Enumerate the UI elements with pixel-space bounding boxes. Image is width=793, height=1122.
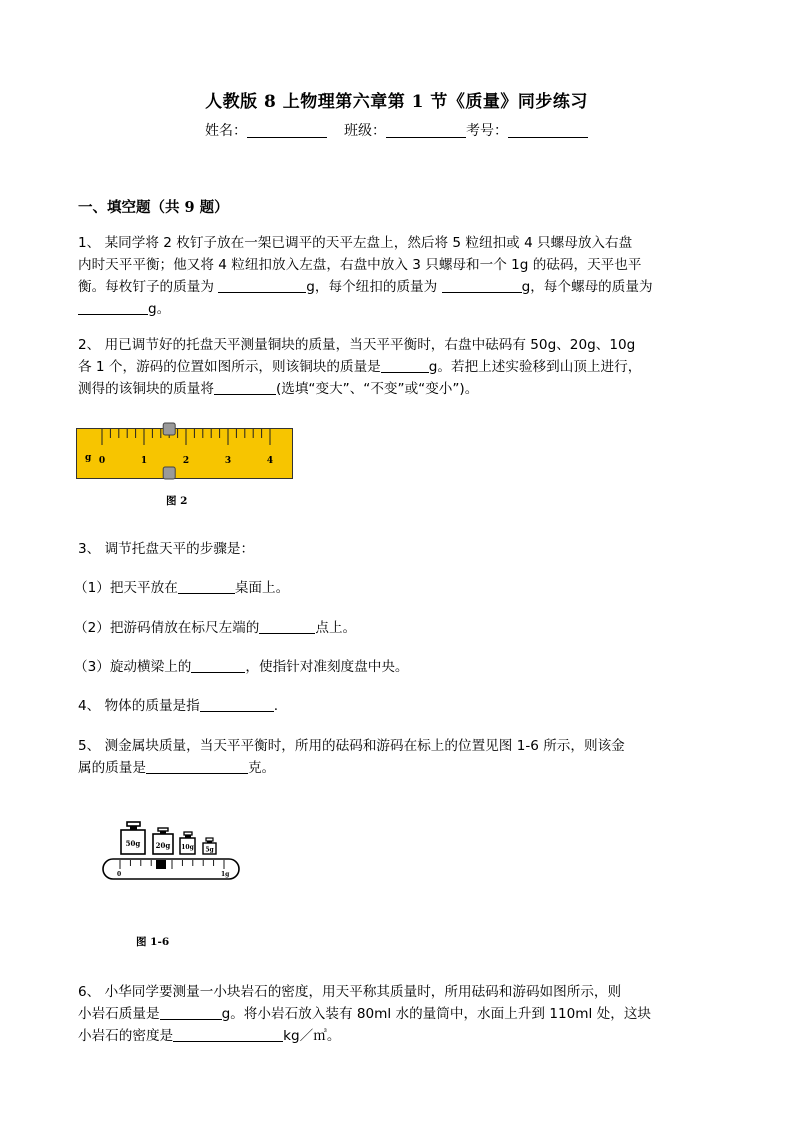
q6-text-a: 小岩石质量是 bbox=[78, 1006, 160, 1022]
q2-text-d: (选填“变大”、“不变”或“变小”)。 bbox=[275, 381, 479, 397]
weight-20g bbox=[153, 828, 173, 854]
q3-blank-zero-point[interactable] bbox=[259, 620, 315, 634]
q6-line-3 bbox=[78, 1025, 718, 1047]
exam-number-field[interactable] bbox=[508, 123, 588, 138]
ruler-figure bbox=[76, 422, 294, 484]
ruler-body bbox=[77, 429, 293, 479]
name-label: 姓名： bbox=[205, 123, 248, 139]
q1-text-d: g。 bbox=[148, 301, 171, 317]
q3-stem: 3、 调节托盘天平的步骤是： bbox=[78, 541, 255, 557]
weight-50g-label: 50g bbox=[125, 839, 141, 848]
question-2 bbox=[78, 334, 718, 400]
question-6 bbox=[78, 981, 718, 1047]
q2-blank-change[interactable] bbox=[214, 381, 276, 395]
weight-20g-label: 20g bbox=[155, 841, 171, 850]
ruler-tick-label: 2 bbox=[182, 456, 190, 466]
q2-line-2 bbox=[78, 356, 718, 378]
q6-text-b: g。将小岩石放入装有 80ml 水的量筒中，水面上升到 110ml 处，这块 bbox=[221, 1006, 652, 1022]
class-label: 班级： bbox=[343, 123, 386, 139]
q2-text-b: g。若把上述实验移到山顶上进行， bbox=[428, 359, 642, 375]
q1-line-3 bbox=[78, 276, 718, 298]
q3-s1-text-b: 桌面上。 bbox=[234, 580, 290, 596]
exam-label: 考号： bbox=[465, 123, 508, 139]
q3-s3-text-a: （3）旋动横梁上的 bbox=[74, 659, 192, 675]
weight-10g-label: 10g bbox=[181, 844, 194, 851]
q1-line-4 bbox=[78, 298, 718, 320]
q4-text-a: 4、 物体的质量是指 bbox=[78, 698, 200, 714]
q3-s2-text-b: 点上。 bbox=[315, 620, 357, 636]
section-heading: 一、填空题（共 9 题） bbox=[78, 199, 229, 216]
q3-step-3 bbox=[74, 656, 714, 678]
question-3 bbox=[78, 538, 718, 560]
rider-scale-start: 0 bbox=[117, 871, 122, 878]
fig2-caption: 图 2 bbox=[166, 495, 188, 507]
ruler-tick-label: 1 bbox=[140, 456, 148, 466]
q1-blank-nut-mass[interactable] bbox=[78, 301, 148, 315]
q3-step-2 bbox=[74, 617, 714, 639]
rider-scale bbox=[103, 859, 239, 879]
weight-5g-label: 5g bbox=[205, 846, 214, 854]
q1-line-2: 内时天平平衡；他又将 4 粒纽扣放入左盘，右盘中放入 3 只螺母和一个 1g 的砝码，天平也平 bbox=[78, 257, 642, 273]
q2-line-3 bbox=[78, 378, 718, 400]
q1-blank-button-mass[interactable] bbox=[442, 279, 522, 293]
class-field[interactable] bbox=[386, 123, 466, 138]
q6-blank-rock-density[interactable] bbox=[173, 1028, 283, 1042]
q2-blank-copper-mass[interactable] bbox=[381, 359, 429, 373]
q3-s1-text-a: （1）把天平放在 bbox=[74, 580, 178, 596]
weights-figure bbox=[100, 818, 245, 886]
rider-scale-end: 1g bbox=[221, 871, 230, 878]
rider-top[interactable] bbox=[163, 423, 175, 435]
q6-text-d: kg／㎥。 bbox=[283, 1028, 341, 1044]
question-4 bbox=[78, 695, 718, 717]
weight-5g bbox=[203, 838, 216, 854]
q5-text-b: 克。 bbox=[247, 760, 276, 776]
q5-line-2 bbox=[78, 757, 718, 779]
q3-step-1 bbox=[74, 577, 714, 599]
ruler-tick-label: 3 bbox=[224, 456, 232, 466]
q5-text-a: 属的质量是 bbox=[78, 760, 146, 776]
student-info-line bbox=[0, 120, 793, 140]
q2-line-1: 2、 用已调节好的托盘天平测量铜块的质量，当天平平衡时，右盘中砝码有 50g、20g、10g bbox=[78, 337, 636, 353]
q6-text-c: 小岩石的密度是 bbox=[78, 1028, 174, 1044]
q1-text-b: g，每个纽扣的质量为 bbox=[306, 279, 442, 295]
q1-text-c: g，每个螺母的质量为 bbox=[521, 279, 653, 295]
q4-text-b: . bbox=[273, 698, 279, 714]
q6-blank-rock-mass[interactable] bbox=[160, 1006, 222, 1020]
name-field[interactable] bbox=[247, 123, 327, 138]
q2-text-a: 各 1 个，游码的位置如图所示，则该铜块的质量是 bbox=[78, 359, 381, 375]
question-5 bbox=[78, 735, 718, 779]
rider-bottom[interactable] bbox=[163, 467, 175, 479]
q1-line-1: 1、 某同学将 2 枚钉子放在一架已调平的天平左盘上，然后将 5 粒纽扣或 4 只螺母放入右盘 bbox=[78, 235, 633, 251]
ruler-unit-label: g bbox=[85, 453, 92, 463]
weight-10g bbox=[180, 832, 195, 854]
q5-line-1: 5、 测金属块质量，当天平平衡时，所用的砝码和游码在标上的位置见图 1-6 所示，则该金 bbox=[78, 738, 625, 754]
question-1 bbox=[78, 232, 718, 320]
rider-marker[interactable] bbox=[156, 860, 166, 869]
q3-blank-nut[interactable] bbox=[191, 659, 245, 673]
q2-text-c: 测得的该铜块的质量将 bbox=[78, 381, 214, 397]
q4-blank-mass-definition[interactable] bbox=[200, 698, 274, 712]
q6-line-2 bbox=[78, 1003, 718, 1025]
q5-blank-metal-mass[interactable] bbox=[146, 760, 248, 774]
weight-50g bbox=[121, 822, 145, 854]
q3-s2-text-a: （2）把游码倩放在标尺左端的 bbox=[74, 620, 260, 636]
ruler-tick-label: 0 bbox=[98, 456, 106, 466]
q6-line-1: 6、 小华同学要测量一小块岩石的密度，用天平称其质量时，所用砝码和游码如图所示，则 bbox=[78, 984, 622, 1000]
q1-text-a: 衡。每枚钉子的质量为 bbox=[78, 279, 219, 295]
page-title: 人教版 8 上物理第六章第 1 节《质量》同步练习 bbox=[205, 92, 588, 112]
q1-blank-nail-mass[interactable] bbox=[218, 279, 306, 293]
q3-s3-text-b: ，使指针对准刻度盘中央。 bbox=[245, 659, 409, 675]
ruler-tick-label: 4 bbox=[266, 456, 274, 466]
q3-blank-surface[interactable] bbox=[178, 580, 235, 594]
fig16-caption: 图 1-6 bbox=[136, 936, 170, 948]
